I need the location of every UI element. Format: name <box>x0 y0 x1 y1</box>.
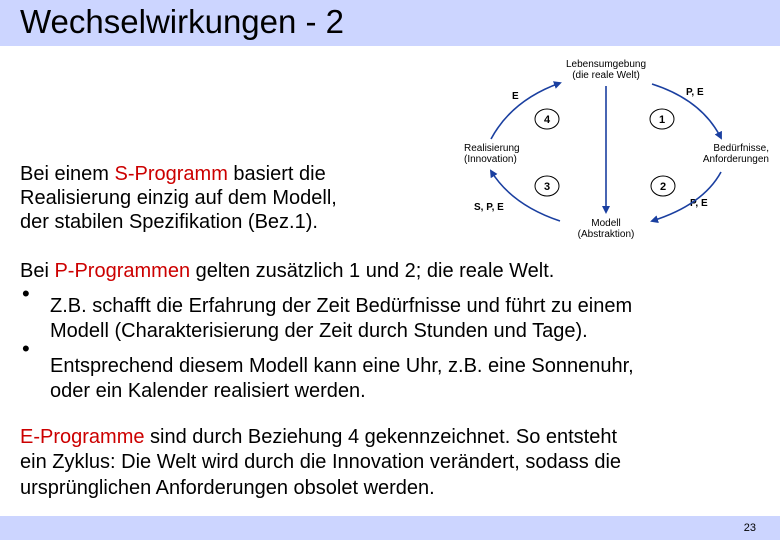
bullet-1-line-2: Modell (Charakterisierung der Zeit durch Stunden und Tage). <box>50 320 588 342</box>
needs-label: Bedürfnisse, <box>713 143 769 154</box>
p-program-line <box>20 260 554 282</box>
intro-text: Bei einem <box>20 163 115 185</box>
model-label-sub: (Abstraktion) <box>577 229 635 240</box>
tag-spe: S, P, E <box>474 202 504 213</box>
needs-label-sub: Anforderungen <box>702 154 769 165</box>
page-number: 23 <box>743 522 756 534</box>
num-1: 1 <box>658 114 666 126</box>
footer-bar <box>0 516 780 540</box>
interaction-cycle-diagram <box>440 50 775 245</box>
tag-pe-bottom: P, E <box>690 198 708 209</box>
world-label-sub: (die reale Welt) <box>572 70 640 81</box>
realization-label: Realisierung <box>464 143 520 154</box>
e-program-line-1 <box>20 426 617 448</box>
slide-title: Wechselwirkungen - 2 <box>20 3 345 40</box>
num-4: 4 <box>543 114 551 126</box>
intro-line-2: Realisierung einzig auf dem Modell, <box>20 187 337 209</box>
p-text: gelten zusätzlich 1 und 2; die reale Welt. <box>190 260 555 282</box>
bullet-marker: • <box>22 336 30 361</box>
num-3: 3 <box>543 181 551 193</box>
s-program-term: S-Programm <box>114 163 228 185</box>
num-2: 2 <box>659 181 667 193</box>
e-text: sind durch Beziehung 4 gekennzeichnet. So entsteht <box>144 426 618 448</box>
title-bar <box>0 0 780 46</box>
e-program-line-3: ursprünglichen Anforderungen obsolet werden. <box>20 477 435 499</box>
intro-line-1 <box>20 163 326 185</box>
tag-pe-top: P, E <box>686 87 704 98</box>
p-text: Bei <box>20 260 55 282</box>
intro-text: basiert die <box>227 163 326 185</box>
bullet-1-line-1: Z.B. schafft die Erfahrung der Zeit Bedürfnisse und führt zu einem <box>50 295 633 317</box>
intro-line-3: der stabilen Spezifikation (Bez.1). <box>20 211 318 233</box>
realization-label-sub: (Innovation) <box>464 154 517 165</box>
e-program-term: E-Programme <box>20 426 145 448</box>
bullet-marker: • <box>22 281 30 306</box>
bullet-2-line-1: Entsprechend diesem Modell kann eine Uhr, z.B. eine Sonnenuhr, <box>50 355 634 377</box>
bullet-2-line-2: oder ein Kalender realisiert werden. <box>50 380 366 402</box>
model-label: Modell <box>591 218 621 229</box>
world-label: Lebensumgebung <box>565 59 647 70</box>
e-program-line-2: ein Zyklus: Die Welt wird durch die Innovation verändert, sodass die <box>20 451 622 473</box>
tag-e: E <box>512 91 519 102</box>
p-program-term: P-Programmen <box>54 260 191 282</box>
